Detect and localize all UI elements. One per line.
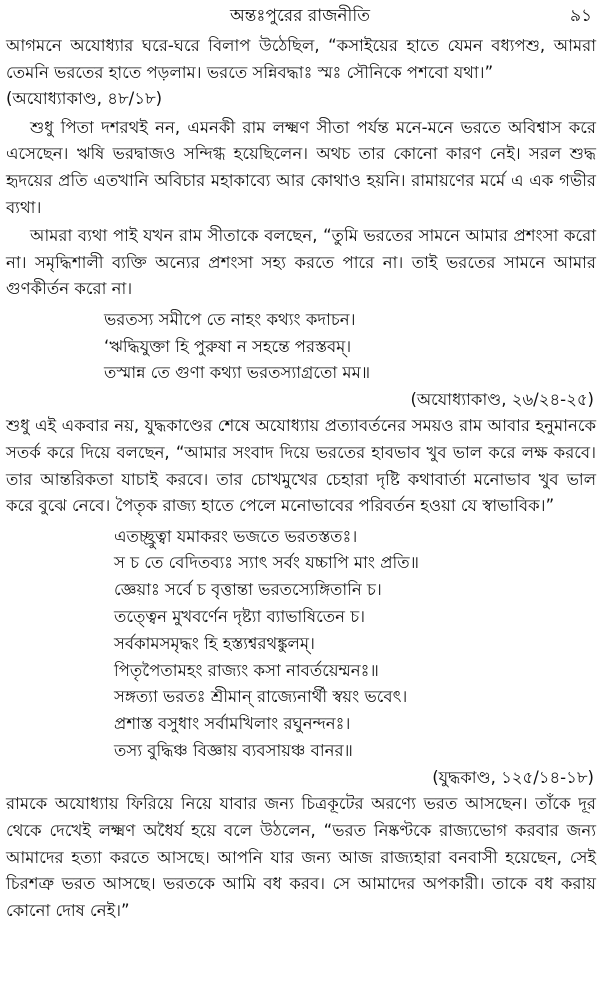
paragraph-distrust: শুধু পিতা দশরথই নন, এমনকী রাম লক্ষ্মণ সীতা পর্যন্ত মনে-মনে ভরতে অবিশ্বাস করে এসেছেন। ঋষি ভরদ্বাজও সন্দিগ্ধ হয়েছিলেন। অথচ তার কোনো কারণ নেই। সরল শুদ্ধ হৃদয়ের প্রতি এতখানি অবিচার মহাকাব্যে আর কোথাও হয়নি। রামায়ণের মর্মে এ এক গভীর ব্যথা। (6, 117, 596, 217)
paragraph-hanuman: শুধু এই একবার নয়, যুদ্ধকাণ্ডের শেষে অযোধ্যায় প্রত্যাবর্তনের সময়ও রাম আবার হনুমানকে সতর্ক করে দিয়ে বলছেন, “আমার সংবাদ দিয়ে ভরতের হাবভাব খুব ভাল করে লক্ষ করবে। তার আন্তরিকতা যাচাই করবে। তার চোখমুখের চেহারা দৃষ্টি কথাবার্তা মনোভাব খুব ভাল করে বুঝে নেবে। পৈতৃক রাজ্য হাতে পেলে মনোভাবের পরিবর্তন হওয়া যে স্বাভাবিক।” (6, 416, 596, 516)
paragraph-continued: আগমনে অযোধ্যার ঘরে-ঘরে বিলাপ উঠেছিল, “কসাইয়ের হাতে যেমন বধ্যপশু, আমরা তেমনি ভরতের হাতে পড়লাম। ভরতে সন্নিবদ্ধাঃ স্মঃ সৌনিকে পশবো যথা।” (6, 36, 596, 82)
verse-line: তত্ত্বেন মুখবর্ণেন দৃষ্ট্যা ব্যাভাষিতেন চ। (114, 607, 366, 627)
verse-line: প্রশাস্ত বসুধাং সর্বামখিলাং রঘুনন্দনঃ। (114, 714, 351, 734)
verse-block-yuddha (6, 524, 596, 765)
verse-line: পিতৃপৈতামহং রাজ্যং কসা নাবর্তয়েম্মনঃ॥ (114, 660, 379, 680)
reference-yuddha-125: (যুদ্ধকাণ্ড, ১২৫/১৪-১৮) (432, 767, 594, 787)
reference-ayodhya-26: (অযোধ্যাকাণ্ড, ২৬/২৪-২৫) (410, 389, 594, 409)
verse-line: ভরতস্য সমীপে তে নাহং কথ্যং কদাচন। (104, 309, 356, 329)
verse-line: এতচ্ছ্রুত্বা যমাকরং ভজতে ভরতস্ততঃ। (114, 526, 358, 546)
running-title: অন্তঃপুরের রাজনীতি (229, 6, 371, 26)
verse-line: ‘ঋদ্ধিযুক্তা হি পুরুষা ন সহন্তে পরস্তবম্। (104, 336, 352, 356)
page-header (0, 4, 600, 30)
verse-block-ayodhya (6, 307, 596, 387)
verse-line: তস্য বুদ্ধিঞ্চ বিজ্ঞায় ব্যবসায়ঞ্চ বানর॥ (114, 741, 353, 761)
verse-line: তস্মান্ন তে গুণা কথ্যা ভরতস্যাগ্রতো মম॥ (104, 363, 371, 383)
verse-line: সর্বকামসমৃদ্ধং হি হস্ত্যশ্বরথঙ্কুলম্। (114, 633, 315, 653)
verse-line: জ্ঞেয়াঃ সর্বে চ বৃত্তান্তা ভরতস্যেঙ্গিতানি চ। (114, 580, 382, 600)
paragraph-lakshmana: রামকে অযোধ্যায় ফিরিয়ে নিয়ে যাবার জন্য চিত্রকূটের অরণ্যে ভরত আসছেন। তাঁকে দূর থেকে দেখেই লক্ষ্মণ অধৈর্য হয়ে বলে উঠলেন, “ভরত নিষ্কণ্টকে রাজ্যভোগ করবার জন্য আমাদের হত্যা করতে আসছে। আপনি যার জন্য আজ রাজ্যহারা বনবাসী হয়েছেন, সেই চিরশত্রু ভরত আসছে। ভরতকে আমি বধ করব। সে আমাদের অপকারী। তাকে বধ করায় কোনো দোষ নেই।” (6, 794, 596, 920)
verse-line: স চ তে বেদিতব্যঃ স্যাৎ সর্বং যচ্চাপি মাং প্রতি॥ (114, 553, 419, 573)
verse-line: সঙ্গত্যা ভরতঃ শ্রীমান্ রাজ্যেনার্থী স্বয়ং ভবেৎ। (114, 687, 408, 707)
page-body (6, 33, 596, 924)
paragraph-rama-to-sita: আমরা ব্যথা পাই যখন রাম সীতাকে বলছেন, “তুমি ভরতের সামনে আমার প্রশংসা করো না। সমৃদ্ধিশালী ব্যক্তি অন্যের প্রশংসা সহ্য করতে পারে না। তাই ভরতের সামনে আমার গুণকীর্তন করো না। (6, 226, 596, 299)
reference-ayodhya-48: (অযোধ্যাকাণ্ড, ৪৮/১৮) (6, 89, 163, 109)
page-number: ৯১ (569, 6, 592, 26)
